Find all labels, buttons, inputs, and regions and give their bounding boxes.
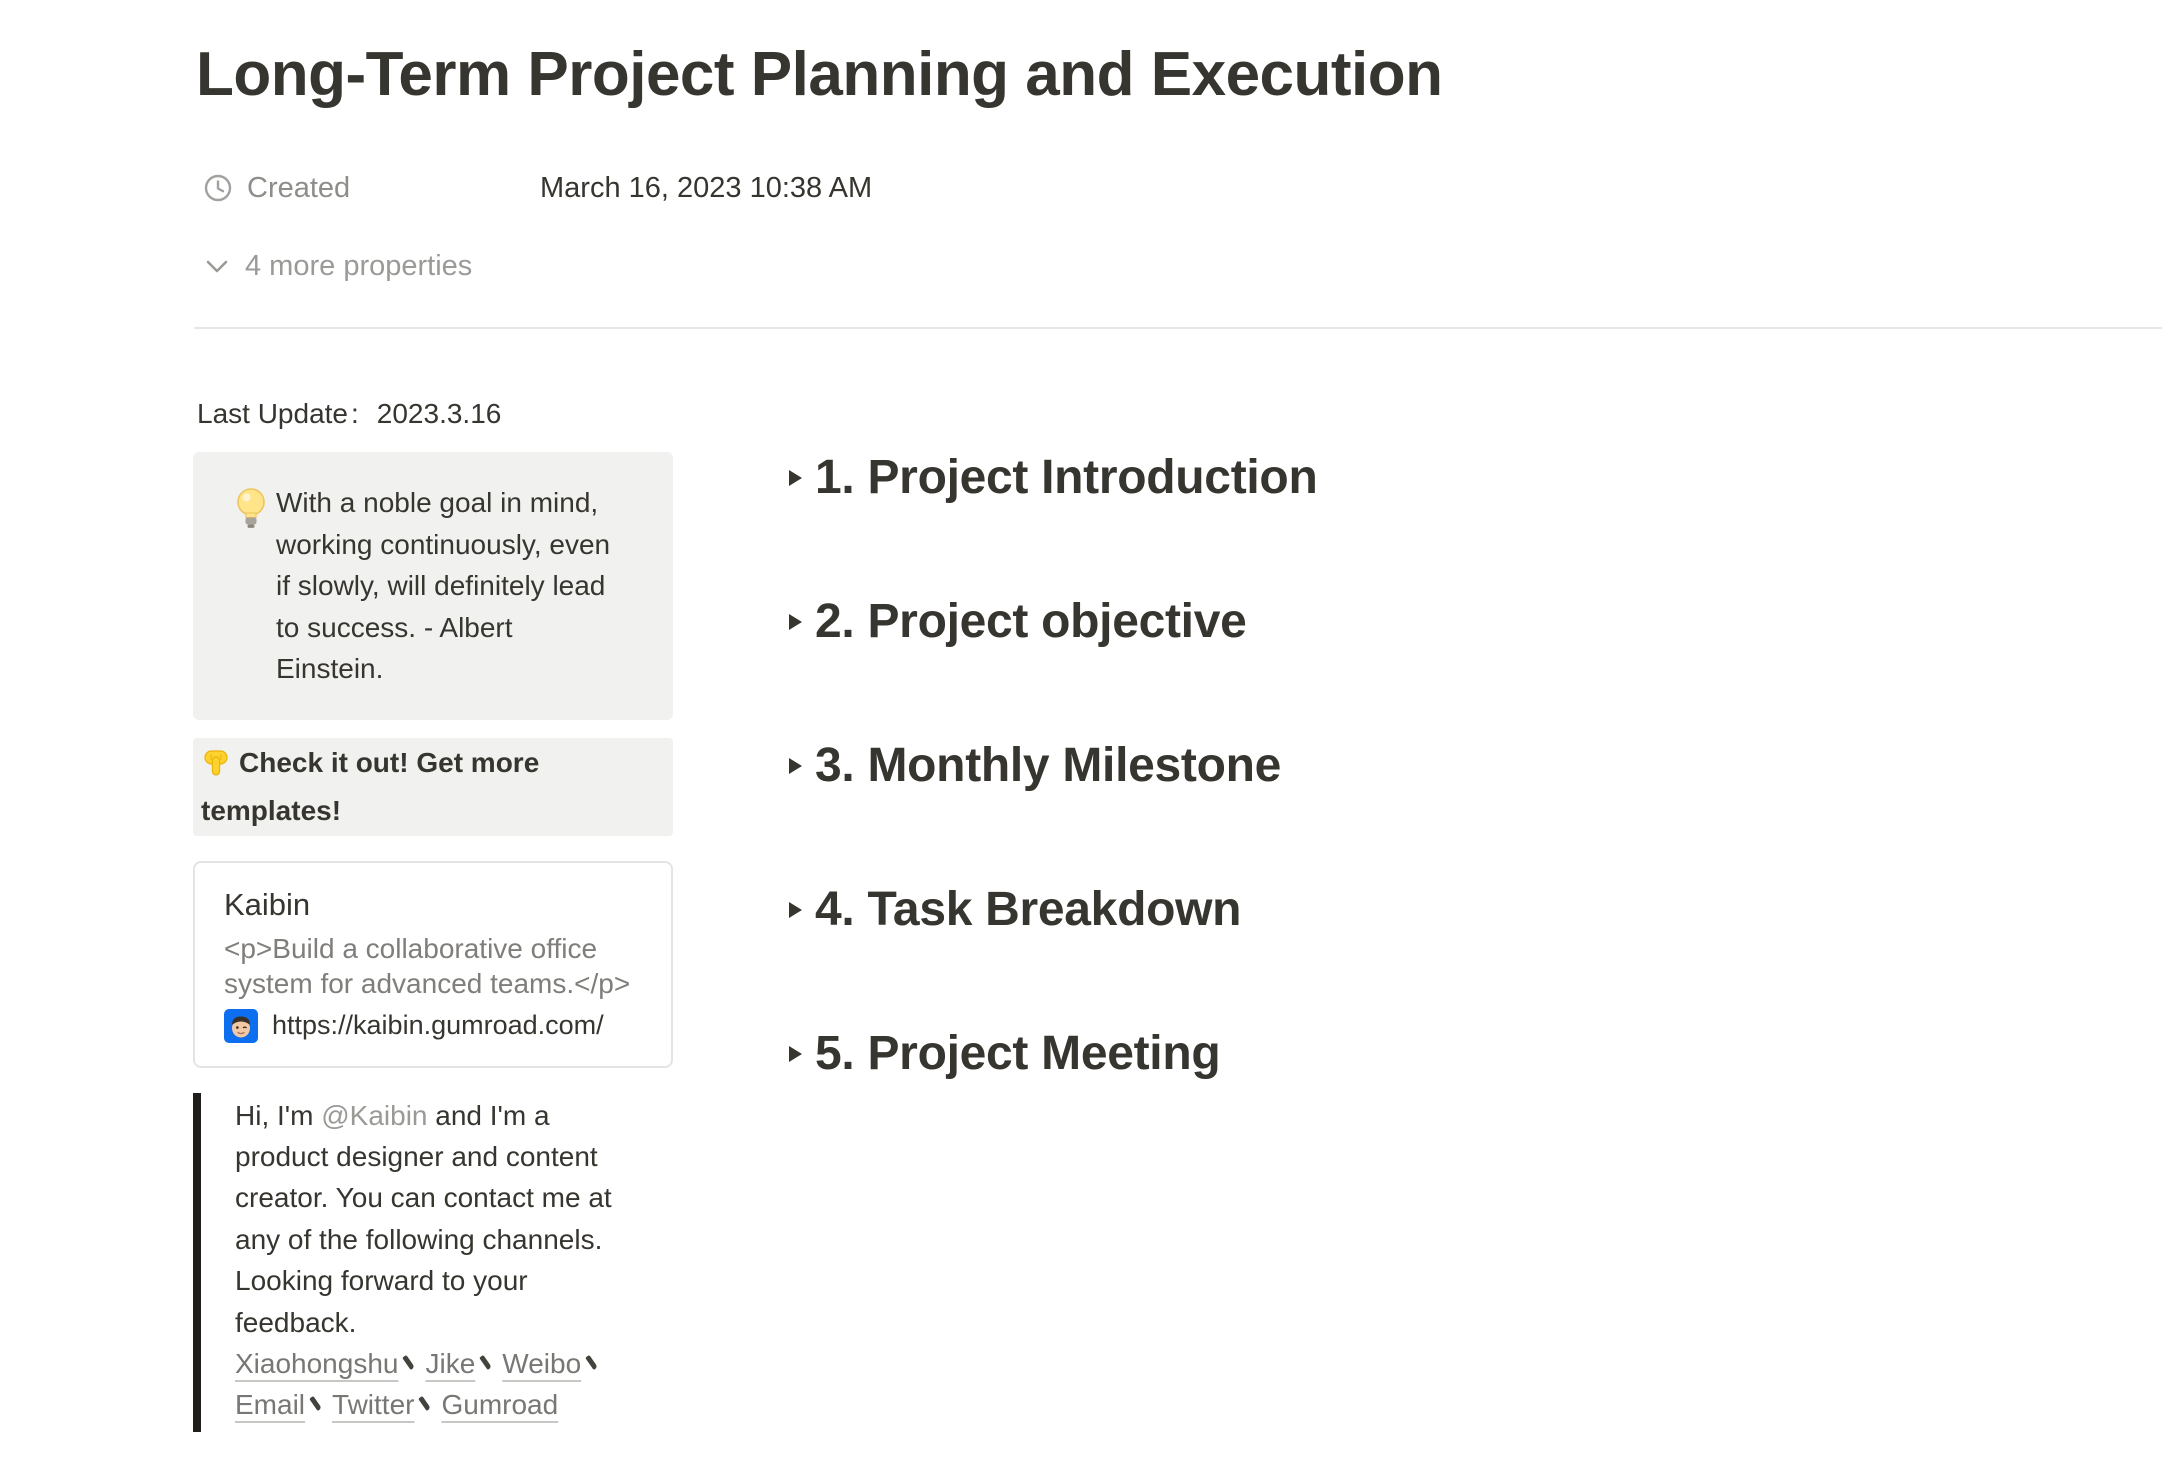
bookmark-description: <p>Build a collaborative office system for advanced teams.</p> xyxy=(224,932,631,999)
heading-label: 2. Project objective xyxy=(815,595,1247,648)
left-column xyxy=(193,393,673,1432)
quote-rest: and I'm a product designer and content creator. You can contact me at any of the following channels. Looking forward to your feedback. xyxy=(235,1099,612,1338)
link-gumroad[interactable]: Gumroad xyxy=(441,1389,559,1421)
toggle-heading-monthly-milestone[interactable] xyxy=(780,735,1500,797)
contact-links-line xyxy=(235,1343,655,1426)
chevron-down-icon xyxy=(203,252,231,280)
toggle-heading-project-meeting[interactable] xyxy=(780,1023,1500,1085)
more-properties-label: 4 more properties xyxy=(245,249,473,282)
link-xiaohongshu[interactable]: Xiaohongshu xyxy=(235,1347,399,1379)
link-twitter[interactable]: Twitter xyxy=(332,1389,415,1421)
heading-label: 1. Project Introduction xyxy=(815,451,1318,504)
intro-quote-block xyxy=(193,1093,673,1432)
bookmark-title: Kaibin xyxy=(224,886,311,922)
intro-quote-text xyxy=(235,1095,635,1343)
ideographic-comma xyxy=(475,1352,502,1376)
promo-text xyxy=(201,742,659,832)
ideographic-comma xyxy=(398,1352,425,1376)
bookmark-link-row xyxy=(224,1009,643,1043)
ideographic-comma xyxy=(305,1393,332,1417)
heading-label: 5. Project Meeting xyxy=(815,1027,1221,1080)
memoji-favicon-icon xyxy=(224,1009,258,1043)
more-properties-toggle[interactable] xyxy=(203,244,472,288)
promo-label: Check it out! Get more templates! xyxy=(201,746,540,826)
link-jike[interactable]: Jike xyxy=(425,1347,476,1379)
toggle-triangle-icon[interactable] xyxy=(780,1023,810,1085)
kaibin-mention[interactable]: @Kaibin xyxy=(321,1099,428,1131)
einstein-quote-callout xyxy=(193,452,673,720)
toggle-triangle-icon[interactable] xyxy=(780,447,810,509)
last-update-line xyxy=(197,393,673,434)
property-created-row[interactable] xyxy=(203,166,872,210)
ideographic-comma xyxy=(581,1352,608,1376)
toggle-heading-project-objective[interactable] xyxy=(780,591,1500,653)
divider xyxy=(194,327,2162,329)
toggle-heading-task-breakdown[interactable] xyxy=(780,879,1500,941)
toggle-triangle-icon[interactable] xyxy=(780,735,810,797)
toggle-triangle-icon[interactable] xyxy=(780,879,810,941)
clock-icon xyxy=(203,173,233,203)
einstein-quote-text: With a noble goal in mind, working continuously, even if slowly, will definitely lead to success. - Albert Einstein. xyxy=(276,487,611,684)
toggle-heading-project-introduction[interactable] xyxy=(780,447,1500,509)
outline-column xyxy=(780,393,1500,1085)
lightbulb-icon xyxy=(232,486,276,690)
heading-label: 4. Task Breakdown xyxy=(815,883,1242,936)
bookmark-url[interactable]: https://kaibin.gumroad.com/ xyxy=(272,1010,604,1040)
quote-prefix: Hi, I'm xyxy=(235,1099,322,1131)
promo-callout xyxy=(193,738,673,836)
bookmark-card[interactable] xyxy=(193,861,673,1068)
link-email[interactable]: Email xyxy=(235,1389,306,1421)
ideographic-comma xyxy=(414,1393,441,1417)
last-update-label: Last Update : xyxy=(197,398,377,429)
property-created-label: Created xyxy=(247,171,351,204)
toggle-triangle-icon[interactable] xyxy=(780,591,810,653)
property-created-value[interactable]: March 16, 2023 10:38 AM xyxy=(540,171,873,204)
link-weibo[interactable]: Weibo xyxy=(502,1347,582,1379)
heading-label: 3. Monthly Milestone xyxy=(815,739,1282,792)
page-title[interactable]: Long-Term Project Planning and Execution xyxy=(196,40,1443,109)
pointing-down-icon xyxy=(201,753,231,784)
last-update-value: 2023.3.16 xyxy=(376,398,502,429)
